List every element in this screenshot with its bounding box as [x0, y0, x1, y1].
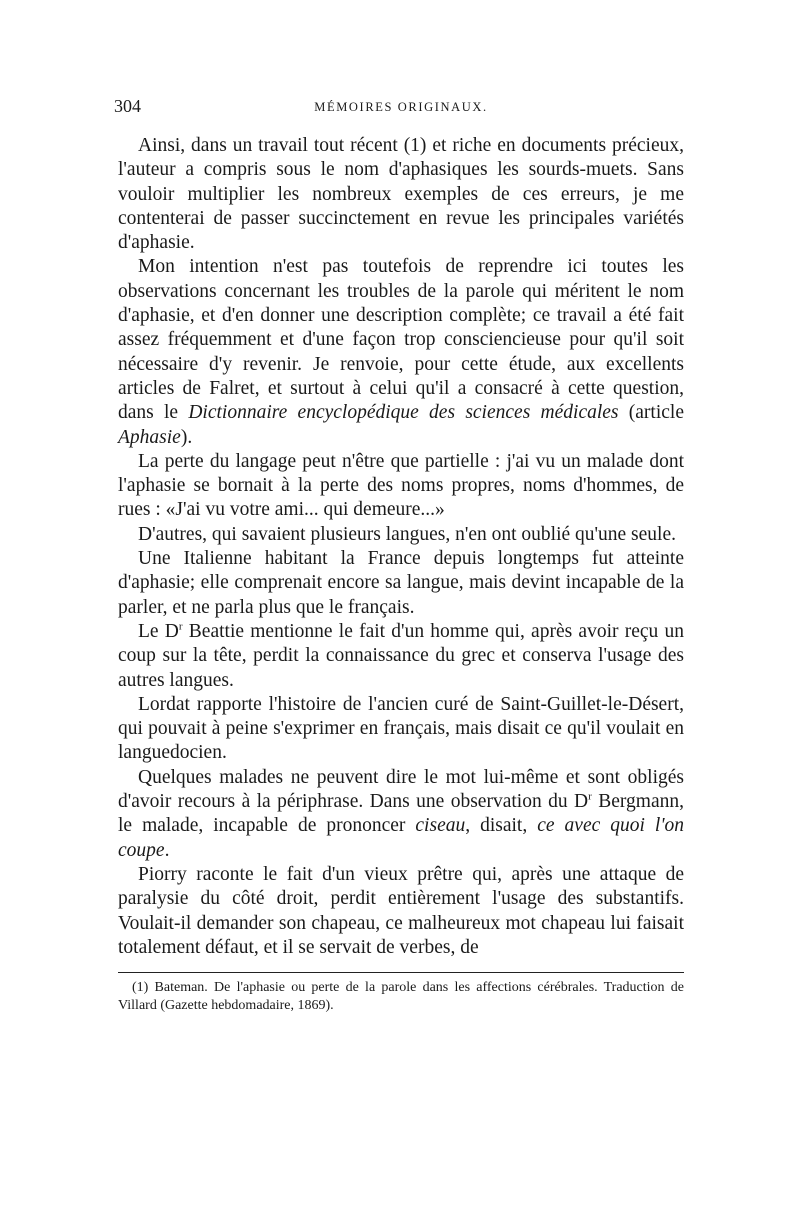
paragraph-5-text: Une Italienne habitant la France depuis longtemps fut atteinte d'aphasie; elle comprenait encore sa langue, mais devint incapable de la parler, et ne parla plus que le français. — [118, 548, 684, 618]
footnotes — [118, 979, 684, 1015]
page-header — [114, 96, 684, 118]
periphrase-example: ce avec quoi l'on coupe — [118, 815, 685, 861]
paragraph-2-text-c: ). — [180, 426, 193, 448]
dictionary-title: Dictionnaire encyclopédique des sciences médicales — [188, 402, 619, 424]
paragraph-7-text: Lordat rapporte l'histoire de l'ancien curé de Saint-Guillet-le-Désert, qui pouvait à peine s'exprimer en français, mais disait ce qu'il voulait en languedocien. — [118, 693, 684, 764]
paragraph-8-text-d: . — [164, 839, 170, 861]
paragraph-5 — [118, 547, 684, 620]
paragraph-3 — [118, 450, 684, 523]
paragraph-2-text-b: (article — [618, 402, 684, 424]
doctor-superscript-2: r — [588, 790, 592, 803]
paragraph-8-text-b: Bergmann, le malade, incapable de prononcer — [118, 791, 684, 837]
main-text — [118, 134, 684, 960]
paragraph-1 — [118, 134, 684, 255]
running-title: MÉMOIRES ORIGINAUX. — [314, 100, 488, 114]
paragraph-6 — [118, 620, 684, 693]
paragraph-6-text: Beattie mentionne le fait d'un homme qui, après avoir reçu un coup sur la tête, perdit la connaissance du grec et conserva l'usage des autres langues. — [118, 620, 685, 691]
article-name: Aphasie — [118, 426, 181, 448]
paragraph-8 — [118, 766, 684, 863]
paragraph-1-text: Ainsi, dans un travail tout récent (1) et riche en documents précieux, l'auteur a compris sous le nom d'aphasiques les sourds-muets. Sans vouloir multiplier les nombreux exemples de ces erreurs, je me contenterai de passer succinctement en revue les principales variétés d'aphasie. — [118, 135, 684, 254]
paragraph-4 — [118, 523, 684, 547]
page-number: 304 — [114, 96, 141, 116]
doctor-superscript: r — [178, 620, 183, 633]
paragraph-9 — [118, 863, 684, 960]
paragraph-3-text: La perte du langage peut n'être que partielle : j'ai vu un malade dont l'aphasie se bornait à la perte des noms propres, noms d'hommes, de rues : «J'ai vu votre ami... qui demeure...» — [118, 450, 684, 521]
footnote-divider — [118, 972, 684, 973]
paragraph-6-pre: Le D — [138, 620, 179, 642]
paragraph-4-text: D'autres, qui savaient plusieurs langues, n'en ont oublié qu'une seule. — [138, 523, 677, 545]
paragraph-8-text-a: Quelques malades ne peuvent dire le mot lui-même et sont obligés d'avoir recours à la périphrase. Dans une observation du D — [118, 766, 684, 813]
paragraph-2 — [118, 255, 684, 449]
paragraph-8-text-c: , disait, — [465, 815, 538, 837]
book-page — [114, 96, 685, 1015]
paragraph-2-text-a: Mon intention n'est pas toutefois de reprendre ici toutes les observations concernant les troubles de la parole qui méritent le nom d'aphasie, et d'en donner une description complète; ce travail a été fait assez fréquemment et d'une façon trop consciencieuse pour qu'il soit nécessaire d'y revenir. Je renvoie, pour cette étude, aux excellents articles de Falret, et surtout à celui qu'il a consacré à cette question, dans le — [118, 256, 684, 424]
paragraph-9-text: Piorry raconte le fait d'un vieux prêtre qui, après une attaque de paralysie du côté droit, perdit entièrement l'usage des substantifs. Voulait-il demander son chapeau, ce malheureux mot chapeau lui faisait totalement défaut, et il se servait de verbes, de — [118, 863, 684, 958]
paragraph-7 — [118, 693, 684, 766]
footnote-1: (1) Bateman. De l'aphasie ou perte de la parole dans les affections cérébrales. Traduction de Villard (Gazette hebdomadaire, 1869). — [118, 980, 684, 1014]
word-ciseau: ciseau — [415, 815, 466, 837]
